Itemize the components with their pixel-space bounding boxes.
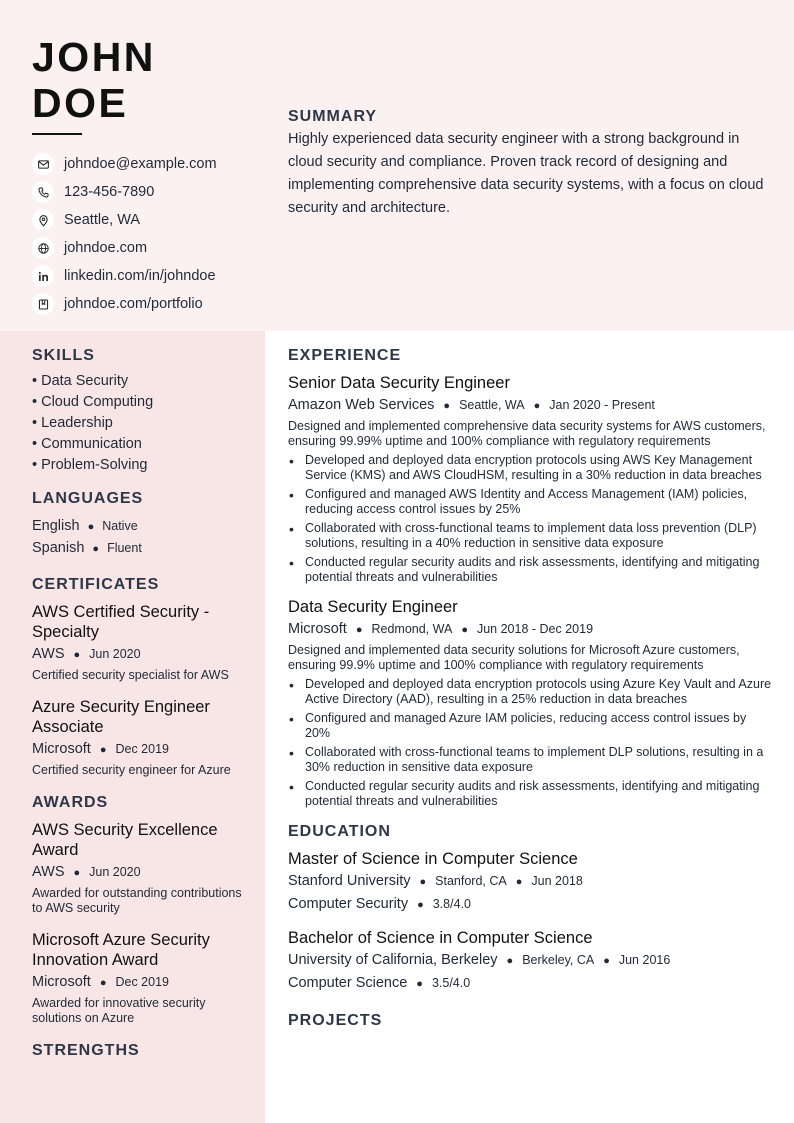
certificate-desc: Certified security specialist for AWS <box>32 668 229 682</box>
job-bullet: • Configured and managed Azure IAM policies, reducing access control issues by 20% <box>288 711 773 741</box>
language-name: English <box>32 518 80 534</box>
field-of-study: Computer Science <box>288 975 408 991</box>
award-item <box>32 930 247 1026</box>
certificate-desc: Certified security engineer for Azure <box>32 763 231 777</box>
job-desc: Designed and implemented data security solutions for Microsoft Azure customers, ensuring 99.9% uptime and 100% compliance with regulatory requirements <box>288 643 740 672</box>
job-item <box>288 597 773 809</box>
award-item <box>32 820 247 916</box>
website-text: johndoe.com <box>64 240 148 256</box>
gpa: 3.8/4.0 <box>432 897 471 911</box>
contact-linkedin[interactable] <box>32 262 262 290</box>
email-text: johndoe@example.com <box>64 156 217 172</box>
certificate-title: AWS Certified Security - Specialty <box>32 603 210 641</box>
job-company: Amazon Web Services <box>288 397 435 413</box>
job-item <box>288 373 773 585</box>
sidebar-content <box>32 347 247 1060</box>
mail-icon <box>32 153 54 175</box>
skills-section <box>32 347 247 476</box>
language-name: Spanish <box>32 540 85 556</box>
job-bullets <box>288 677 773 809</box>
languages-list <box>32 516 247 560</box>
portfolio-text: johndoe.com/portfolio <box>64 296 203 312</box>
award-issuer: Microsoft <box>32 974 91 990</box>
award-desc: Awarded for innovative security solutions on Azure <box>32 996 206 1025</box>
phone-icon <box>32 181 54 203</box>
job-bullet: • Collaborated with cross-functional teams to implement DLP solutions, resulting in a 30% reduction in sensitive data exposure <box>288 745 773 775</box>
certificates-title: CERTIFICATES <box>32 576 160 593</box>
contact-portfolio[interactable] <box>32 290 262 318</box>
experience-section <box>288 347 773 809</box>
main-content <box>288 347 773 1030</box>
phone-text: 123-456-7890 <box>64 184 155 200</box>
education-section <box>288 823 773 994</box>
school-location: Stanford, CA <box>435 874 507 888</box>
job-desc: Designed and implemented comprehensive data security systems for AWS customers, ensuring 99.99% uptime and 100% compliance with regulatory requirements <box>288 419 766 448</box>
job-bullets <box>288 453 773 585</box>
contact-website[interactable] <box>32 234 262 262</box>
summary-text: Highly experienced data security engineer with a strong background in cloud security and compliance. Proven track record of designing and implementing comprehensive data security systems, with a focus on cloud security and architecture. <box>288 131 764 216</box>
contact-email[interactable] <box>32 150 262 178</box>
language-level: Fluent <box>107 541 142 555</box>
education-meta: University of California, Berkeley ● Berkeley, CA ● Jun 2016 <box>288 952 671 968</box>
skill-item: • Cloud Computing <box>32 394 154 410</box>
summary-title: SUMMARY <box>288 108 378 125</box>
certificate-date: Jun 2020 <box>89 647 141 661</box>
awards-title: AWARDS <box>32 794 109 811</box>
education-meta: Stanford University ● Stanford, CA ● Jun 2018 <box>288 873 583 889</box>
contact-phone[interactable] <box>32 178 262 206</box>
award-date: Jun 2020 <box>89 865 141 879</box>
bookmark-icon <box>32 293 54 315</box>
language-item: English ● Native <box>32 518 138 534</box>
job-bullet: • Collaborated with cross-functional teams to implement data loss prevention (DLP) solutions, resulting in a 40% reduction in sensitive data exposure <box>288 521 773 551</box>
certificate-issuer: Microsoft <box>32 741 91 757</box>
last-name: DOE <box>32 80 129 126</box>
job-meta: Amazon Web Services ● Seattle, WA ● Jan 2020 - Present <box>288 397 655 413</box>
job-bullet: • Conducted regular security audits and risk assessments, identifying and mitigating potential threats and vulnerabilities <box>288 779 773 809</box>
first-name: JOHN <box>32 34 156 80</box>
skill-item: • Problem-Solving <box>32 457 148 473</box>
skill-item: • Data Security <box>32 373 129 389</box>
job-bullet: • Developed and deployed data encryption protocols using Azure Key Vault and Azure Active Directory (AAD), resulting in a 25% reduction in data breaches <box>288 677 773 707</box>
job-dates: Jan 2020 - Present <box>549 398 655 412</box>
award-issuer: AWS <box>32 864 65 880</box>
location-pin-icon <box>32 209 54 231</box>
contact-location <box>32 206 262 234</box>
school-name: University of California, Berkeley <box>288 952 498 968</box>
projects-section <box>288 1012 773 1030</box>
job-bullet: • Configured and managed AWS Identity and Access Management (IAM) policies, reducing access control issues by 25% <box>288 487 773 517</box>
education-field-row: Computer Security ● 3.8/4.0 <box>288 896 471 912</box>
education-title: EDUCATION <box>288 823 391 840</box>
education-field-row: Computer Science ● 3.5/4.0 <box>288 975 471 991</box>
graduation-date: Jun 2016 <box>618 953 671 967</box>
contact-list <box>32 150 262 318</box>
job-dates: Jun 2018 - Dec 2019 <box>476 622 594 636</box>
languages-section <box>32 490 247 560</box>
degree-title: Master of Science in Computer Science <box>288 850 578 868</box>
award-title: AWS Security Excellence Award <box>32 821 218 859</box>
candidate-name <box>32 34 156 126</box>
degree-title: Bachelor of Science in Computer Science <box>288 929 593 947</box>
job-title: Data Security Engineer <box>288 598 458 616</box>
language-item: Spanish ● Fluent <box>32 540 142 556</box>
name-divider <box>32 133 82 135</box>
experience-title: EXPERIENCE <box>288 347 402 364</box>
school-name: Stanford University <box>288 873 411 889</box>
job-title: Senior Data Security Engineer <box>288 374 510 392</box>
summary-section <box>288 108 768 220</box>
strengths-section <box>32 1042 247 1060</box>
linkedin-text: linkedin.com/in/johndoe <box>64 268 216 284</box>
skills-list <box>32 371 247 476</box>
awards-section <box>32 794 247 1026</box>
certificate-item <box>32 697 247 778</box>
certificate-date: Dec 2019 <box>115 742 169 756</box>
job-meta: Microsoft ● Redmond, WA ● Jun 2018 - Dec 2019 <box>288 621 594 637</box>
language-level: Native <box>102 519 138 533</box>
job-location: Redmond, WA <box>371 622 453 636</box>
certificate-meta: Microsoft ● Dec 2019 <box>32 741 169 757</box>
job-bullet: • Developed and deployed data encryption protocols using AWS Key Management Service (KMS) and AWS CloudHSM, resulting in a 30% reduction in data breaches <box>288 453 773 483</box>
location-text: Seattle, WA <box>64 212 141 228</box>
award-meta: Microsoft ● Dec 2019 <box>32 974 169 990</box>
award-desc: Awarded for outstanding contributions to AWS security <box>32 886 242 915</box>
strengths-title: STRENGTHS <box>32 1042 140 1059</box>
education-item <box>288 849 773 915</box>
globe-icon <box>32 237 54 259</box>
projects-title: PROJECTS <box>288 1012 383 1029</box>
certificate-item <box>32 602 247 683</box>
job-company: Microsoft <box>288 621 347 637</box>
skills-title: SKILLS <box>32 347 95 364</box>
certificates-section <box>32 576 247 778</box>
job-bullet: • Conducted regular security audits and risk assessments, identifying and mitigating potential threats and vulnerabilities <box>288 555 773 585</box>
languages-title: LANGUAGES <box>32 490 144 507</box>
award-date: Dec 2019 <box>115 975 169 989</box>
gpa: 3.5/4.0 <box>431 976 471 990</box>
certificate-issuer: AWS <box>32 646 65 662</box>
award-title: Microsoft Azure Security Innovation Award <box>32 931 210 969</box>
award-meta: AWS ● Jun 2020 <box>32 864 141 880</box>
field-of-study: Computer Security <box>288 896 409 912</box>
linkedin-icon <box>32 265 54 287</box>
skill-item: • Leadership <box>32 415 113 431</box>
job-location: Seattle, WA <box>459 398 525 412</box>
education-item <box>288 928 773 994</box>
certificate-meta: AWS ● Jun 2020 <box>32 646 141 662</box>
certificate-title: Azure Security Engineer Associate <box>32 698 210 736</box>
skill-item: • Communication <box>32 436 142 452</box>
graduation-date: Jun 2018 <box>531 874 583 888</box>
school-location: Berkeley, CA <box>522 953 595 967</box>
